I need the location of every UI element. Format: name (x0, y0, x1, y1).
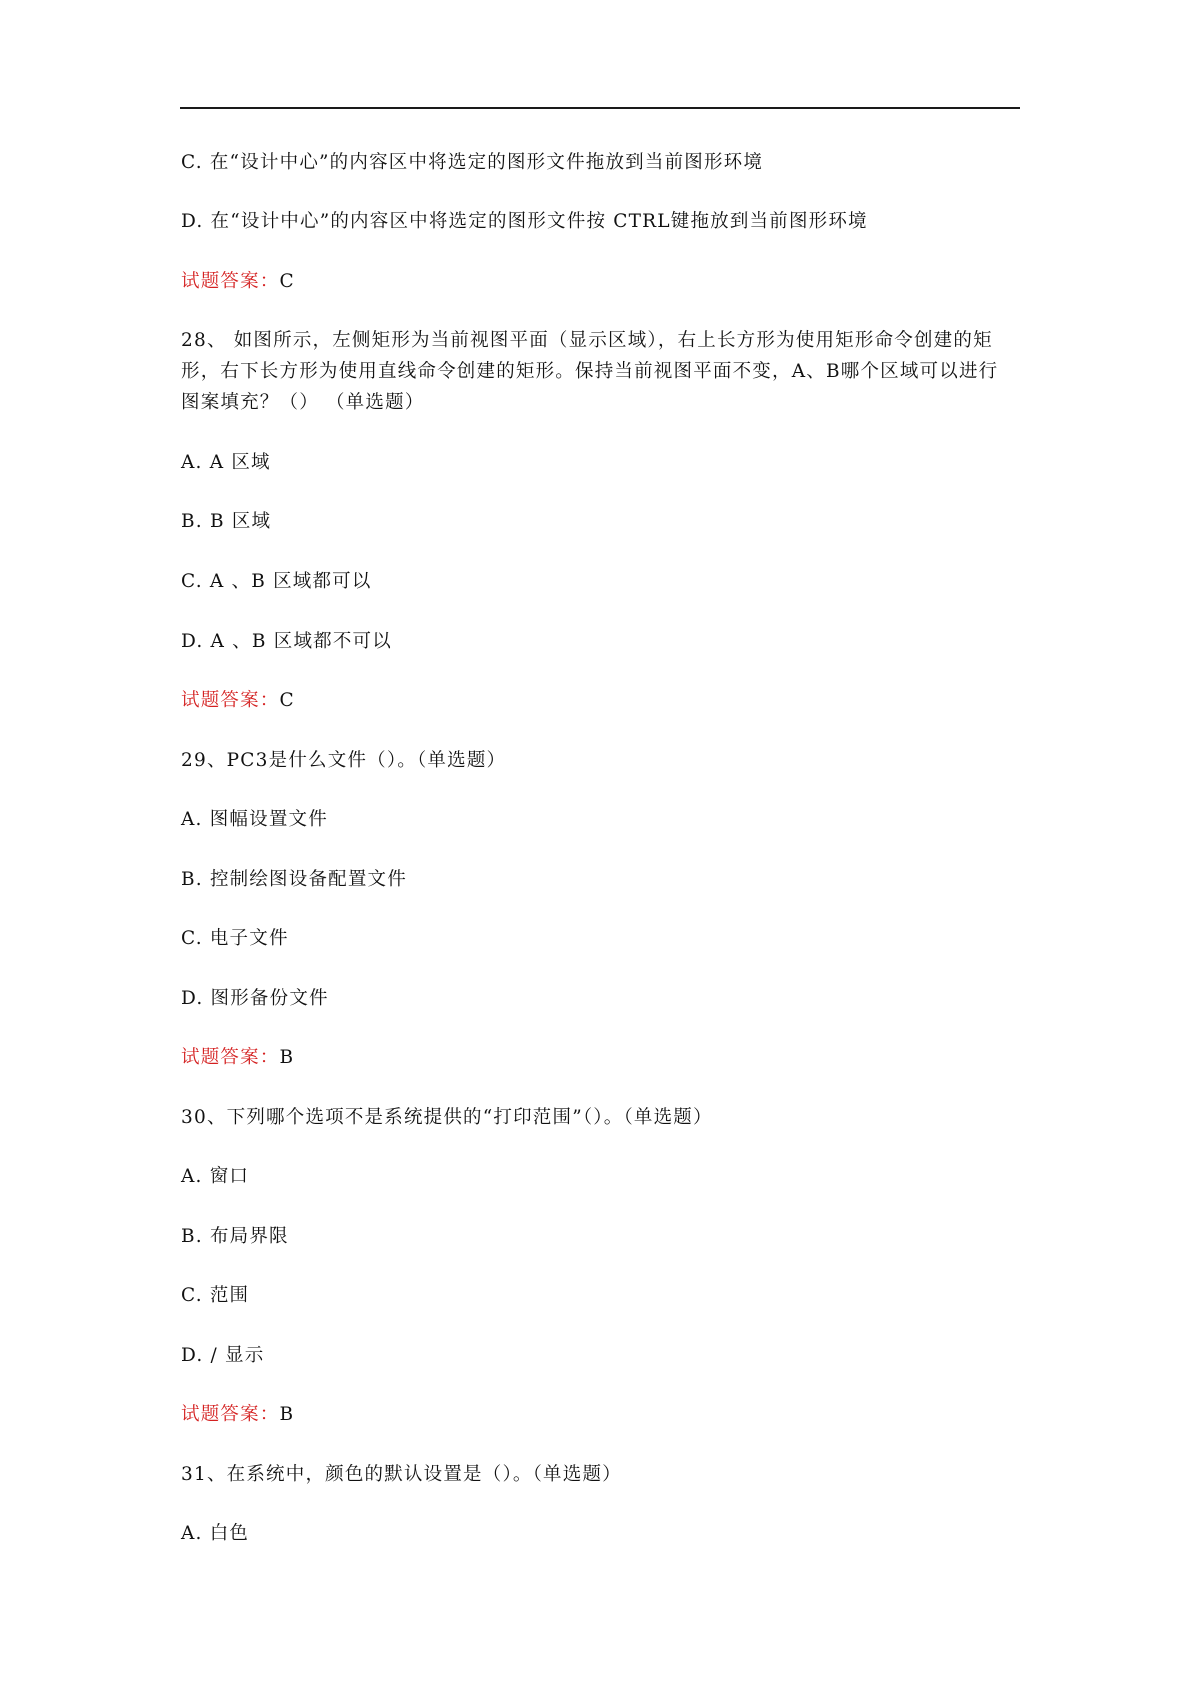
q30-option-a: A. 窗口 (181, 1166, 250, 1187)
q27-option-c: C. 在“设计中心”的内容区中将选定的图形文件拖放到当前图形环境 (181, 152, 764, 173)
q28-question-line2: 形，右下长方形为使用直线命令创建的矩形。保持当前视图平面不变，A、B哪个区域可以进行 (181, 361, 999, 382)
q30-option-d: D. / 显示 (181, 1345, 265, 1366)
q27-option-d: D. 在“设计中心”的内容区中将选定的图形文件按 CTRL键拖放到当前图形环境 (181, 211, 868, 232)
answer-value: B (279, 1047, 295, 1068)
q28-option-d: D. A 、B 区域都不可以 (181, 631, 392, 652)
q31-option-a: A. 白色 (181, 1523, 250, 1544)
q30-option-b: B. 布局界限 (181, 1226, 289, 1247)
q29-option-d: D. 图形备份文件 (181, 988, 329, 1009)
q29-answer (181, 1043, 294, 1073)
q31-question: 31、在系统中，颜色的默认设置是（）。（单选题） (181, 1464, 622, 1485)
q29-option-c: C. 电子文件 (181, 928, 289, 949)
header-rule (180, 107, 1020, 109)
answer-label: 试题答案： (181, 1047, 280, 1068)
answer-label: 试题答案： (181, 271, 280, 292)
q29-option-a: A. 图幅设置文件 (181, 809, 328, 830)
q28-question-line1: 28、 如图所示，左侧矩形为当前视图平面（显示区域），右上长方形为使用矩形命令创建的矩 (181, 330, 993, 351)
q27-answer (181, 267, 295, 297)
q30-answer (181, 1400, 294, 1430)
q29-question: 29、PC3是什么文件（）。（单选题） (181, 750, 507, 771)
q28-option-a: A. A 区域 (181, 452, 271, 473)
answer-value: C (279, 690, 295, 711)
answer-label: 试题答案： (181, 690, 280, 711)
q30-option-c: C. 范围 (181, 1285, 250, 1306)
q30-question: 30、下列哪个选项不是系统提供的“打印范围”（）。（单选题） (181, 1107, 713, 1128)
q29-option-b: B. 控制绘图设备配置文件 (181, 869, 407, 890)
q28-option-b: B. B 区域 (181, 511, 272, 532)
q28-answer (181, 686, 295, 716)
q28-question-line3: 图案填充？（） （单选题） (181, 392, 425, 413)
q28-option-c: C. A 、B 区域都可以 (181, 571, 372, 592)
answer-label: 试题答案： (181, 1404, 280, 1425)
answer-value: B (279, 1404, 295, 1425)
answer-value: C (279, 271, 295, 292)
